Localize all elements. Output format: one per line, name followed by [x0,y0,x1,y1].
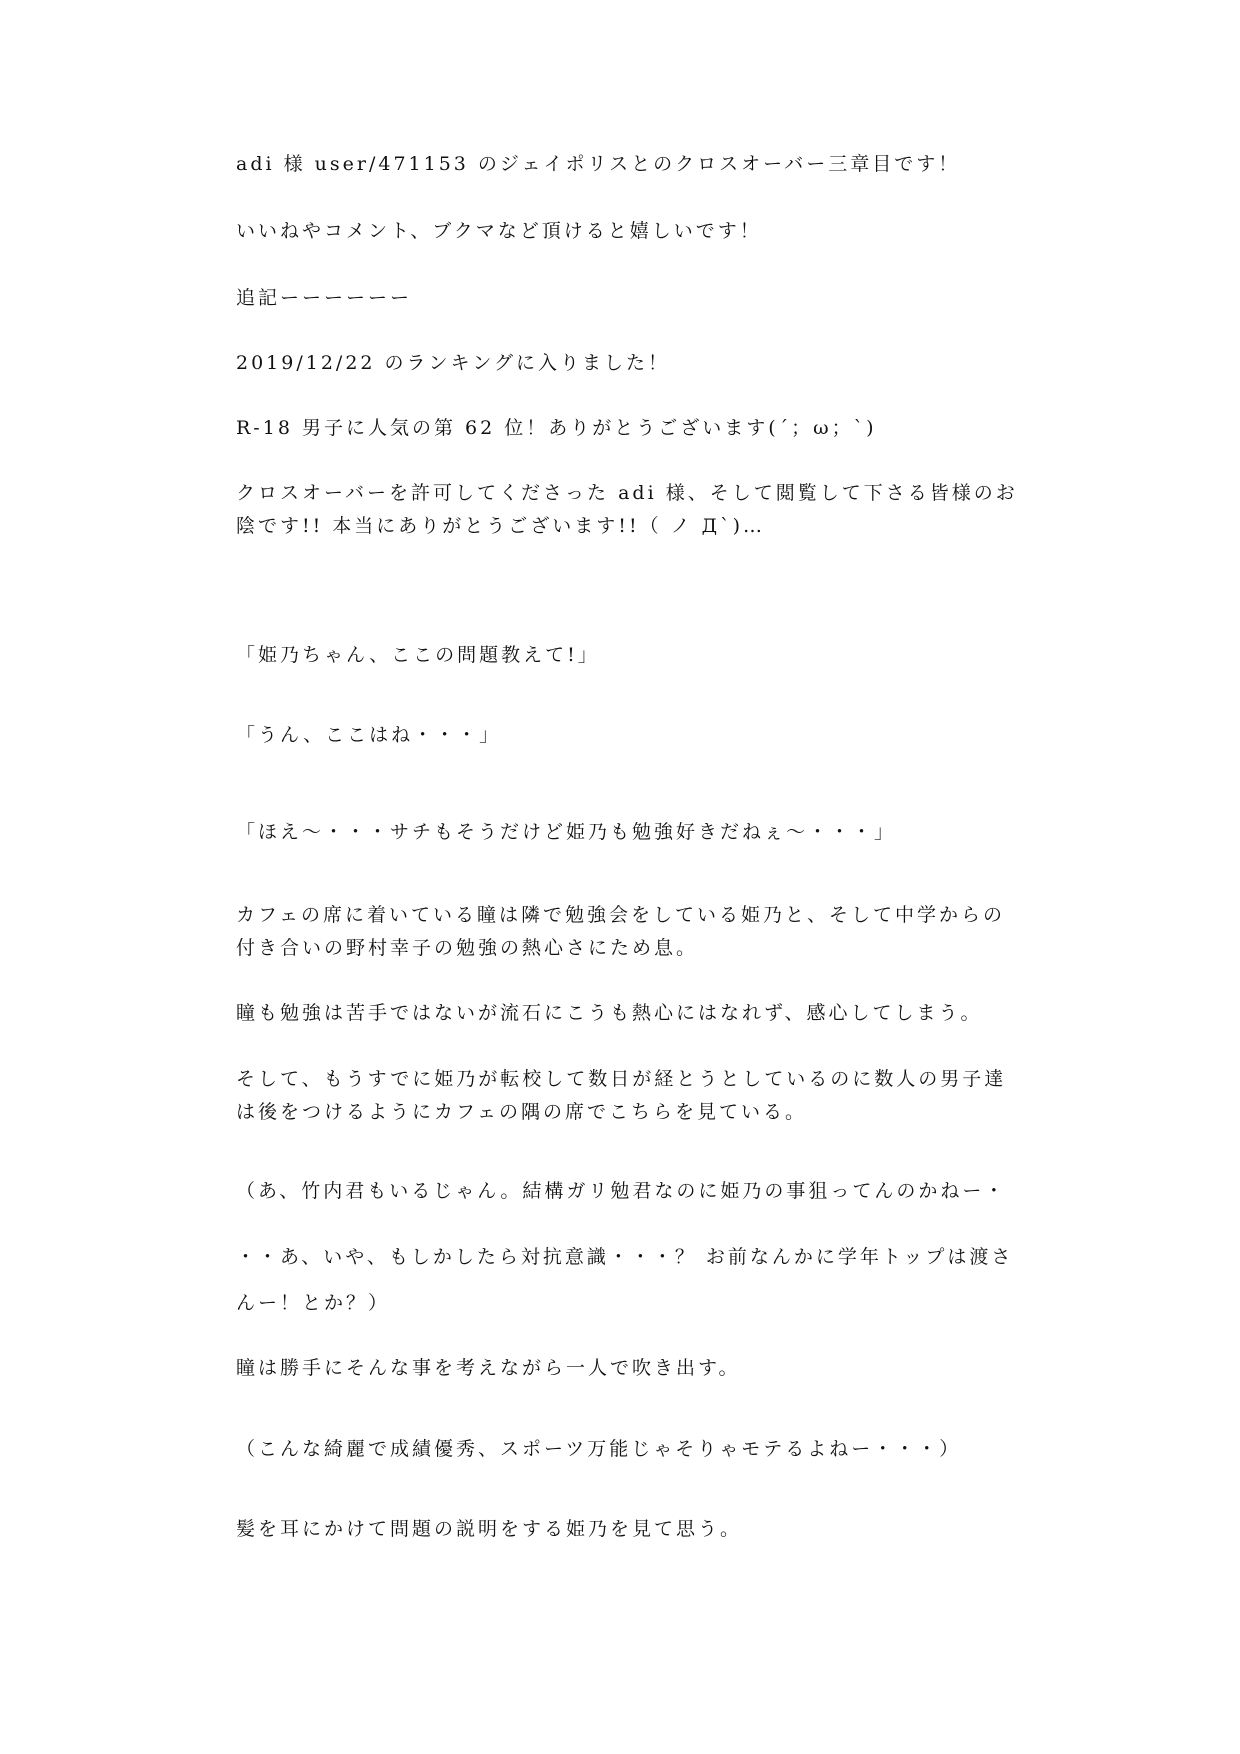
text-line-6: クロスオーバーを許可してくださった adi 様、そして閲覧して下さる皆様のお [236,482,1018,504]
text-line-18: んー！とか？） [236,1292,391,1314]
text-line-19: 瞳は勝手にそんな事を考えながら一人で吹き出す。 [236,1357,741,1379]
text-line-4: 2019/12/22 のランキングに入りました！ [236,352,670,374]
text-line-11: カフェの席に着いている瞳は隣で勉強会をしている姫乃と、そして中学からの [236,904,1006,926]
text-line-1: adi 様 user/471153 のジェイポリスとのクロスオーバー三章目です！ [236,153,961,175]
text-line-10: 「ほえ〜・・・サチもそうだけど姫乃も勉強好きだねぇ〜・・・」 [236,821,897,843]
text-line-7: 陰です!! 本当にありがとうございます!!（ ノ Д`)… [236,515,766,537]
text-line-17: ・・あ、いや、もしかしたら対抗意識・・・？ お前なんかに学年トップは渡さ [236,1246,1014,1268]
text-line-15: は後をつけるようにカフェの隅の席でこちらを見ている。 [236,1101,808,1123]
text-line-2: いいねやコメント、ブクマなど頂けると嬉しいです！ [236,220,762,242]
text-line-14: そして、もうすでに姫乃が転校して数日が経とうとしているのに数人の男子達 [236,1068,1007,1090]
text-line-9: 「うん、ここはね・・・」 [236,724,502,746]
text-line-5: R-18 男子に人気の第 62 位！ありがとうございます(´；ω；`) [236,417,877,439]
text-line-3: 追記ーーーーーー [236,287,413,309]
text-line-20: （こんな綺麗で成績優秀、スポーツ万能じゃそりゃモテるよねー・・・） [236,1438,962,1460]
text-line-21: 髪を耳にかけて問題の説明をする姫乃を見て思う。 [236,1518,743,1540]
text-line-12: 付き合いの野村幸子の勉強の熱心さにため息。 [236,937,699,959]
text-line-8: 「姫乃ちゃん、ここの問題教えて!」 [236,644,600,666]
text-line-16: （あ、竹内君もいるじゃん。結構ガリ勉君なのに姫乃の事狙ってんのかねー・ [236,1180,1007,1202]
text-line-13: 瞳も勉強は苦手ではないが流石にこうも熱心にはなれず、感心してしまう。 [236,1002,983,1024]
